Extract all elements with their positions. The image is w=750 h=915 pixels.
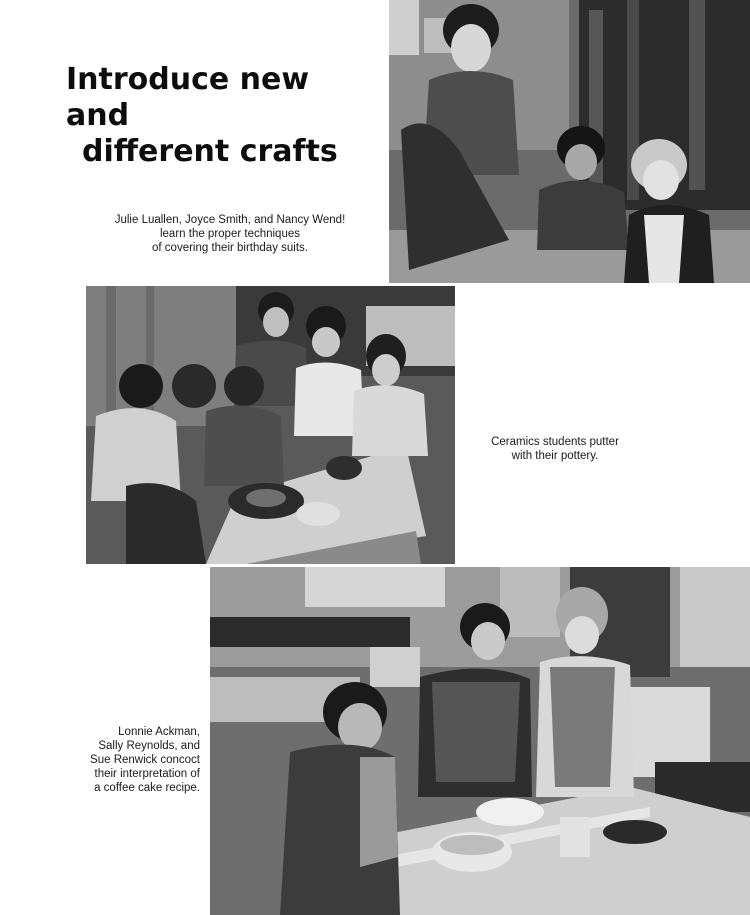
caption-line: of covering their birthday suits. (152, 242, 308, 254)
cooking-class-photo (210, 567, 750, 915)
caption-line: a coffee cake recipe. (94, 782, 200, 794)
headline-line-1: Introduce new and (66, 62, 310, 133)
caption-line: with their pottery. (511, 450, 599, 462)
page-headline (66, 62, 376, 170)
caption-line: Julie Luallen, Joyce Smith, and Nancy Wend! (114, 214, 346, 226)
caption-line: learn the proper techniques (159, 228, 300, 240)
caption-line: Ceramics students putter (491, 436, 619, 448)
caption-line: Lonnie Ackman, (118, 726, 200, 738)
caption-line: Sue Renwick concoct (90, 754, 200, 766)
ceramics-class-photo (86, 286, 455, 564)
sewing-caption (100, 213, 360, 255)
headline-line-2: different crafts (82, 134, 338, 169)
caption-line: their interpretation of (94, 768, 200, 780)
sewing-class-photo (389, 0, 750, 283)
caption-line: Sally Reynolds, and (98, 740, 200, 752)
cooking-caption (40, 725, 200, 795)
ceramics-caption (470, 435, 640, 463)
